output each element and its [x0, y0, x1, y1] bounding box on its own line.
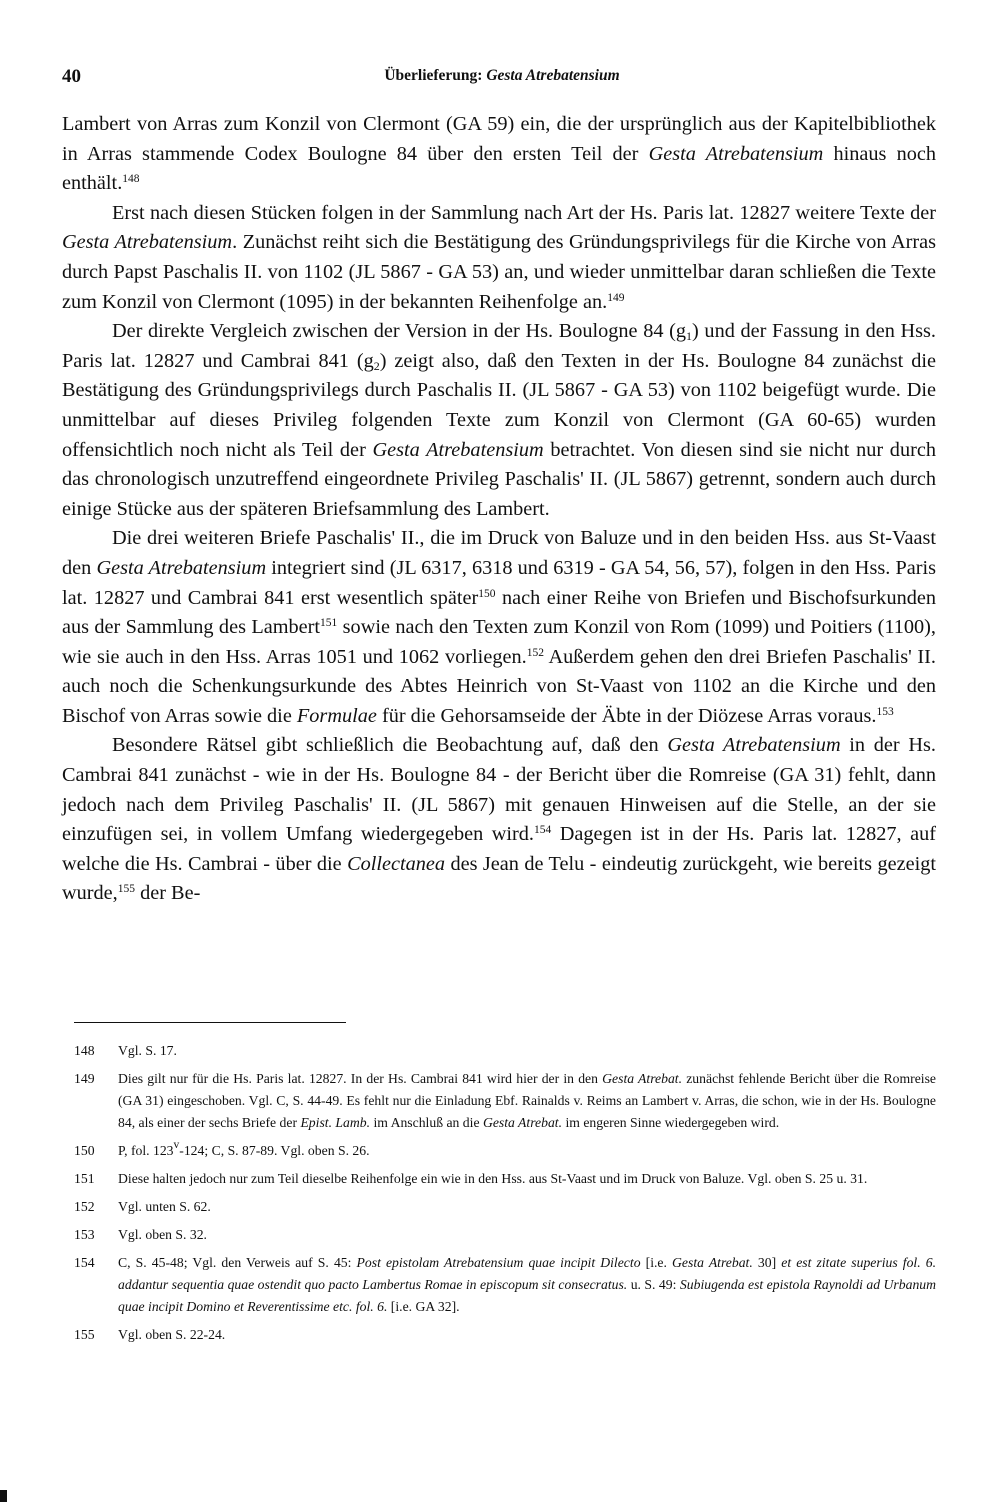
- text-run: des Jean de Telu - eindeutig zurückgeht, wie bereits gezeigt wurde,: [62, 852, 936, 905]
- text-run: in der Hs. Cambrai 841 zunächst - wie in der Hs. Boulogne 84 - der Bericht über die Romreise (GA 31) fehlt, dann jedoch nach dem Privileg Paschalis' II. (JL 5867) mit genauen Hinweisen auf die Stelle, an der sie einzufügen sei, in vollem Umfang wiedergegeben wird.: [62, 734, 936, 846]
- italic-text: Epist. Lamb.: [300, 1115, 371, 1130]
- footnote: [74, 1252, 936, 1318]
- text-run: Vgl. oben S. 32.: [118, 1227, 207, 1242]
- text-run: integriert sind (JL 6317, 6318 und 6319 - GA 54, 56, 57), folgen in den Hss. Paris lat. 12827 und Cambrai 841 erst wesentlich später: [62, 556, 937, 609]
- footnote-number: 151: [74, 1171, 95, 1186]
- footnote-number: 150: [74, 1143, 95, 1158]
- text-run: betrachtet. Von diesen sind sie nicht nur durch das chronologisch unzutreffend eingeordnete Privileg Paschalis' II. (JL 5867) getrennt, sondern auch durch einige Stücke aus der späteren Briefsammlung des Lambert.: [62, 438, 936, 520]
- text-run: für die Gehorsamseide der Äbte in der Diözese Arras voraus.: [376, 704, 877, 727]
- footnote: [74, 1068, 936, 1134]
- footnote-text: [118, 1196, 936, 1218]
- footnote-text: [118, 1140, 936, 1162]
- text-run: Dies gilt nur für die Hs. Paris lat. 12827. In der Hs. Cambrai 841 wird hier der in den: [118, 1071, 603, 1086]
- footnote-number: 152: [74, 1199, 95, 1214]
- running-title: [62, 67, 942, 85]
- footnote-text: [118, 1252, 936, 1318]
- text-run: im Anschluß an die: [370, 1115, 483, 1130]
- text-run: [i.e.: [640, 1255, 673, 1270]
- italic-text: Subiugenda est epistola Raynoldi ad Urbanum quae incipit Domino et Reverentissime etc. fol. 6.: [118, 1277, 937, 1314]
- paragraph: [62, 524, 936, 731]
- footnote-text: [118, 1068, 936, 1134]
- subscript: 2: [373, 358, 380, 373]
- paragraph: [62, 199, 936, 317]
- italic-text: Formulae: [296, 704, 377, 727]
- italic-text: Gesta Atrebat.: [602, 1071, 683, 1086]
- footnote: [74, 1224, 936, 1246]
- text-run: Lambert von Arras zum Konzil von Clermont (GA 59) ein, die der ursprünglich aus der Kapitelbibliothek in Arras stammende Codex Boulogne 84 über den ersten Teil der: [62, 113, 936, 165]
- footnote-text: [118, 1224, 936, 1246]
- text-run: u. S. 49:: [627, 1277, 680, 1292]
- italic-text: Gesta Atrebatensium: [372, 438, 544, 461]
- running-title-italic: Gesta Atrebatensium: [486, 67, 620, 84]
- text-run: zunächst fehlende Bericht über die Romreise (GA 31) eingeschoben. Vgl. C, S. 44-49. Es fehlt nur die Einladung Ebf. Rainalds v. Reims an Lambert v. Arras, die schon, wie in der Hs. Boulogne 84, als einer der sechs Briefe der: [118, 1071, 936, 1130]
- text-run: C, S. 45-48; Vgl. den Verweis auf S. 45:: [118, 1255, 357, 1270]
- text-run: ) und der Fassung in den Hss. Paris lat. 12827 und Cambrai 841 (g: [62, 320, 937, 372]
- text-run: [i.e. GA 32].: [387, 1299, 460, 1314]
- text-run: der Be-: [135, 882, 201, 905]
- footnote: [74, 1140, 936, 1162]
- scan-artifact: [0, 1490, 7, 1502]
- footnote-number: 155: [74, 1327, 95, 1342]
- italic-text: Gesta Atrebat.: [482, 1115, 563, 1130]
- italic-text: Gesta Atrebatensium: [667, 734, 841, 757]
- main-text: [62, 110, 936, 909]
- subscript: 1: [686, 329, 693, 344]
- italic-text: Collectanea: [347, 852, 446, 875]
- footnote-ref: 153: [876, 705, 894, 718]
- text-run: Vgl. S. 17.: [118, 1043, 177, 1058]
- text-run: Vgl. unten S. 62.: [118, 1199, 211, 1214]
- text-run: Erst nach diesen Stücken folgen in der Sammlung nach Art der Hs. Paris lat. 12827 weitere Texte der: [112, 201, 936, 224]
- footnote-text: [118, 1168, 936, 1190]
- paragraph: [62, 317, 936, 524]
- text-run: 30]: [752, 1255, 782, 1270]
- text-run: sowie nach den Texten zum Konzil von Rom (1099) und Poitiers (1100), wie sie auch in den Hss. Arras 1051 und 1062 vorliegen.: [62, 616, 936, 668]
- footnote-number: 148: [74, 1043, 95, 1058]
- text-run: nach einer Reihe von Briefen und Bischofsurkunden aus der Sammlung des Lambert: [62, 586, 937, 639]
- italic-text: et est zitate superius fol. 6. addantur sequentia quae ostendit quo pacto Lambertus Romae in episcopum sit consecratus.: [118, 1255, 937, 1292]
- footnote-ref: 151: [320, 617, 338, 630]
- text-run: P, fol. 123: [118, 1143, 174, 1158]
- footnote-text: [118, 1040, 936, 1062]
- text-run: Außerdem gehen den drei Briefen Paschalis' II. auch noch die Schenkungsurkunde des Abtes Heinrich von St-Vaast von 1102 an die Kirche und den Bischof von Arras sowie die: [62, 645, 937, 727]
- italic-text: Gesta Atrebatensium: [648, 142, 824, 165]
- footnote-ref: v: [173, 1139, 180, 1151]
- text-run: Vgl. oben S. 22-24.: [118, 1327, 226, 1342]
- italic-text: Gesta Atrebat.: [672, 1255, 753, 1270]
- footnote: [74, 1324, 936, 1346]
- text-run: Besondere Rätsel gibt schließlich die Beobachtung auf, daß den: [112, 734, 668, 757]
- italic-text: Gesta Atrebatensium: [96, 556, 267, 579]
- text-run: Diese halten jedoch nur zum Teil dieselbe Reihenfolge ein wie in den Hss. aus St-Vaast und im Druck von Baluze. Vgl. oben S. 25 u. 31.: [118, 1171, 868, 1186]
- text-run: -124; C, S. 87-89. Vgl. oben S. 26.: [179, 1143, 370, 1158]
- paragraph: [62, 110, 936, 199]
- footnote: [74, 1196, 936, 1218]
- text-run: Dagegen ist in der Hs. Paris lat. 12827, auf welche die Hs. Cambrai - über die: [62, 823, 936, 875]
- text-run: Die drei weiteren Briefe Paschalis' II., die im Druck von Baluze und in den beiden Hss. aus St-Vaast den: [62, 527, 936, 579]
- footnote-ref: 152: [526, 646, 544, 659]
- italic-text: Post epistolam Atrebatensium quae incipit Dilecto: [356, 1255, 641, 1270]
- footnote-ref: 148: [122, 173, 140, 186]
- page-header: [62, 66, 942, 86]
- text-run: Der direkte Vergleich zwischen der Version in der Hs. Boulogne 84 (g: [112, 320, 687, 343]
- footnote: [74, 1040, 936, 1062]
- footnote-ref: 154: [534, 824, 552, 837]
- italic-text: Gesta Atrebatensium: [62, 231, 233, 254]
- footnotes: [74, 1040, 936, 1352]
- footnote: [74, 1168, 936, 1190]
- text-run: hinaus noch enthält.: [62, 142, 937, 195]
- footnote-ref: 149: [607, 291, 625, 304]
- footnote-ref: 150: [478, 587, 496, 600]
- paragraph: [62, 731, 936, 909]
- footnote-ref: 155: [117, 883, 136, 896]
- page-number: 40: [62, 66, 81, 87]
- footnote-separator: [74, 1022, 346, 1023]
- text-run: ) zeigt also, daß den Texten in der Hs. Boulogne 84 zunächst die Bestätigung des Gründungsprivilegs durch Paschalis II. (JL 5867 - GA 53) von 1102 beigefügt wurde. Die unmittelbar auf dieses Privileg folgenden Texte zum Konzil von Clermont (GA 60-65) wurden offensichtlich noch nicht als Teil der: [62, 349, 936, 461]
- text-run: . Zunächst reiht sich die Bestätigung des Gründungsprivilegs für die Kirche von Arras durch Papst Paschalis II. von 1102 (JL 5867 - GA 53) an, und wieder unmittelbar daran schließen die Texte zum Konzil von Clermont (1095) in der bekannten Reihenfolge an.: [62, 231, 936, 313]
- footnote-number: 149: [74, 1071, 95, 1086]
- text-run: im engeren Sinne wiedergegeben wird.: [562, 1115, 780, 1130]
- footnote-number: 153: [74, 1227, 95, 1242]
- footnote-text: [118, 1324, 936, 1346]
- footnote-number: 154: [74, 1255, 95, 1270]
- running-title-prefix: Überlieferung:: [384, 67, 487, 84]
